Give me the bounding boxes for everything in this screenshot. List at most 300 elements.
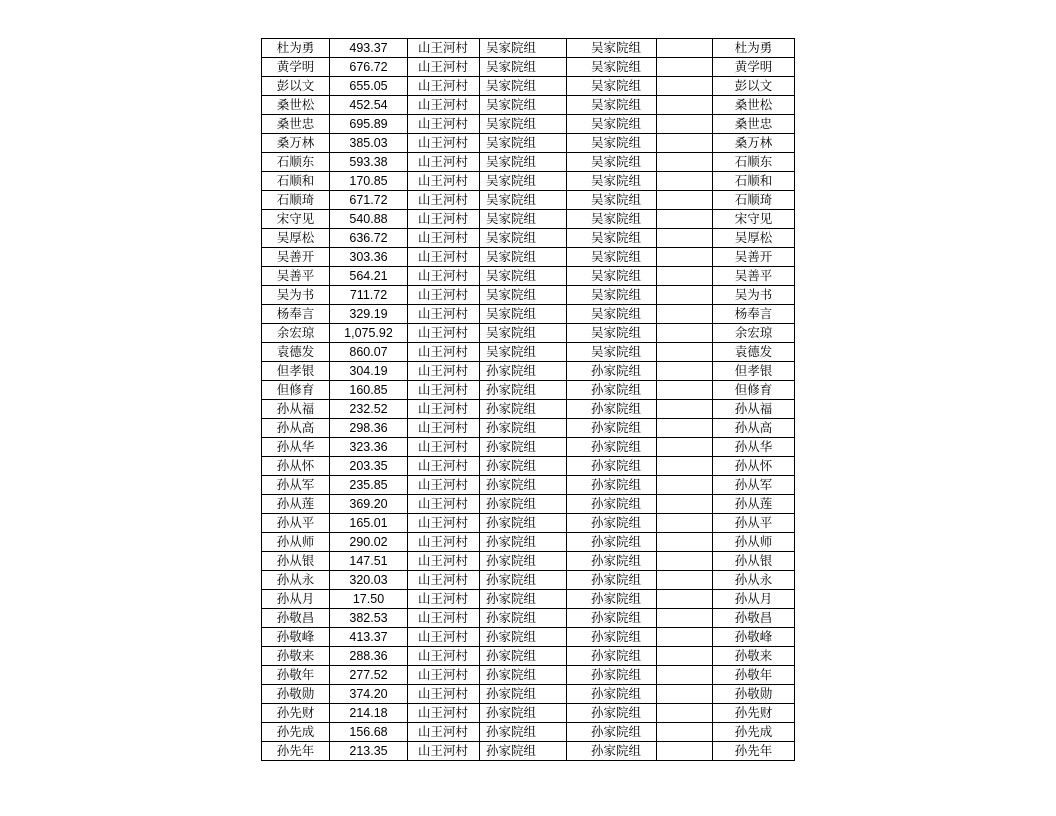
table-row bbox=[262, 381, 795, 400]
group-cell: 吴家院组 bbox=[480, 39, 567, 58]
owner-name-cell: 孙从月 bbox=[713, 590, 795, 609]
group-secondary-cell: 孙家院组 bbox=[567, 571, 657, 590]
village-cell: 山王河村 bbox=[408, 647, 480, 666]
group-secondary-cell: 孙家院组 bbox=[567, 666, 657, 685]
holder-name-cell: 石顺和 bbox=[262, 172, 330, 191]
table-row bbox=[262, 438, 795, 457]
group-cell: 孙家院组 bbox=[480, 457, 567, 476]
holder-name-cell: 孙从平 bbox=[262, 514, 330, 533]
village-cell: 山王河村 bbox=[408, 514, 480, 533]
village-cell: 山王河村 bbox=[408, 571, 480, 590]
holder-name-cell: 孙先年 bbox=[262, 742, 330, 761]
group-cell: 孙家院组 bbox=[480, 685, 567, 704]
table-row bbox=[262, 476, 795, 495]
holder-name-cell: 孙敬峰 bbox=[262, 628, 330, 647]
table-row bbox=[262, 514, 795, 533]
group-cell: 吴家院组 bbox=[480, 153, 567, 172]
group-secondary-cell: 吴家院组 bbox=[567, 210, 657, 229]
group-secondary-cell: 孙家院组 bbox=[567, 419, 657, 438]
note-cell bbox=[657, 324, 713, 343]
table-row bbox=[262, 96, 795, 115]
holder-name-cell: 吴厚松 bbox=[262, 229, 330, 248]
area-cell: 860.07 bbox=[330, 343, 408, 362]
holder-name-cell: 孙从月 bbox=[262, 590, 330, 609]
owner-name-cell: 孙先财 bbox=[713, 704, 795, 723]
village-cell: 山王河村 bbox=[408, 723, 480, 742]
group-cell: 孙家院组 bbox=[480, 438, 567, 457]
owner-name-cell: 吴厚松 bbox=[713, 229, 795, 248]
holder-name-cell: 孙从银 bbox=[262, 552, 330, 571]
area-cell: 213.35 bbox=[330, 742, 408, 761]
holder-name-cell: 孙敬年 bbox=[262, 666, 330, 685]
holder-name-cell: 吴为书 bbox=[262, 286, 330, 305]
village-cell: 山王河村 bbox=[408, 96, 480, 115]
holder-name-cell: 袁德发 bbox=[262, 343, 330, 362]
table-row bbox=[262, 609, 795, 628]
group-cell: 孙家院组 bbox=[480, 362, 567, 381]
owner-name-cell: 杜为勇 bbox=[713, 39, 795, 58]
note-cell bbox=[657, 476, 713, 495]
group-cell: 吴家院组 bbox=[480, 134, 567, 153]
area-cell: 147.51 bbox=[330, 552, 408, 571]
area-cell: 655.05 bbox=[330, 77, 408, 96]
note-cell bbox=[657, 533, 713, 552]
group-secondary-cell: 吴家院组 bbox=[567, 286, 657, 305]
note-cell bbox=[657, 153, 713, 172]
group-secondary-cell: 吴家院组 bbox=[567, 267, 657, 286]
holder-name-cell: 桑世忠 bbox=[262, 115, 330, 134]
holder-name-cell: 但修育 bbox=[262, 381, 330, 400]
group-secondary-cell: 孙家院组 bbox=[567, 381, 657, 400]
table-row bbox=[262, 571, 795, 590]
owner-name-cell: 桑万林 bbox=[713, 134, 795, 153]
note-cell bbox=[657, 457, 713, 476]
holder-name-cell: 彭以文 bbox=[262, 77, 330, 96]
area-cell: 564.21 bbox=[330, 267, 408, 286]
group-cell: 孙家院组 bbox=[480, 571, 567, 590]
holder-name-cell: 黄学明 bbox=[262, 58, 330, 77]
note-cell bbox=[657, 134, 713, 153]
village-cell: 山王河村 bbox=[408, 39, 480, 58]
area-cell: 235.85 bbox=[330, 476, 408, 495]
table-row bbox=[262, 419, 795, 438]
owner-name-cell: 孙从永 bbox=[713, 571, 795, 590]
holder-name-cell: 石顺琦 bbox=[262, 191, 330, 210]
group-secondary-cell: 孙家院组 bbox=[567, 685, 657, 704]
village-cell: 山王河村 bbox=[408, 267, 480, 286]
group-cell: 吴家院组 bbox=[480, 191, 567, 210]
owner-name-cell: 石顺东 bbox=[713, 153, 795, 172]
holder-name-cell: 孙先财 bbox=[262, 704, 330, 723]
group-secondary-cell: 孙家院组 bbox=[567, 609, 657, 628]
table-row bbox=[262, 172, 795, 191]
holder-name-cell: 吴善开 bbox=[262, 248, 330, 267]
group-secondary-cell: 孙家院组 bbox=[567, 495, 657, 514]
owner-name-cell: 孙从平 bbox=[713, 514, 795, 533]
village-cell: 山王河村 bbox=[408, 324, 480, 343]
area-cell: 320.03 bbox=[330, 571, 408, 590]
group-secondary-cell: 吴家院组 bbox=[567, 134, 657, 153]
note-cell bbox=[657, 77, 713, 96]
owner-name-cell: 孙敬峰 bbox=[713, 628, 795, 647]
table-row bbox=[262, 723, 795, 742]
group-cell: 吴家院组 bbox=[480, 267, 567, 286]
holder-name-cell: 宋守见 bbox=[262, 210, 330, 229]
owner-name-cell: 宋守见 bbox=[713, 210, 795, 229]
owner-name-cell: 杨奉言 bbox=[713, 305, 795, 324]
note-cell bbox=[657, 742, 713, 761]
area-cell: 369.20 bbox=[330, 495, 408, 514]
note-cell bbox=[657, 39, 713, 58]
owner-name-cell: 孙从银 bbox=[713, 552, 795, 571]
area-cell: 170.85 bbox=[330, 172, 408, 191]
table-row bbox=[262, 666, 795, 685]
village-cell: 山王河村 bbox=[408, 438, 480, 457]
note-cell bbox=[657, 609, 713, 628]
owner-name-cell: 孙从怀 bbox=[713, 457, 795, 476]
note-cell bbox=[657, 419, 713, 438]
village-cell: 山王河村 bbox=[408, 419, 480, 438]
group-secondary-cell: 孙家院组 bbox=[567, 552, 657, 571]
note-cell bbox=[657, 305, 713, 324]
note-cell bbox=[657, 495, 713, 514]
owner-name-cell: 孙敬昌 bbox=[713, 609, 795, 628]
group-secondary-cell: 吴家院组 bbox=[567, 153, 657, 172]
owner-name-cell: 孙从莲 bbox=[713, 495, 795, 514]
village-cell: 山王河村 bbox=[408, 343, 480, 362]
holder-name-cell: 孙从怀 bbox=[262, 457, 330, 476]
note-cell bbox=[657, 628, 713, 647]
area-cell: 593.38 bbox=[330, 153, 408, 172]
group-cell: 孙家院组 bbox=[480, 400, 567, 419]
holder-name-cell: 孙从华 bbox=[262, 438, 330, 457]
group-secondary-cell: 吴家院组 bbox=[567, 248, 657, 267]
holder-name-cell: 孙从福 bbox=[262, 400, 330, 419]
area-cell: 160.85 bbox=[330, 381, 408, 400]
area-cell: 17.50 bbox=[330, 590, 408, 609]
table-row bbox=[262, 457, 795, 476]
owner-name-cell: 石顺琦 bbox=[713, 191, 795, 210]
area-cell: 203.35 bbox=[330, 457, 408, 476]
area-cell: 1,075.92 bbox=[330, 324, 408, 343]
owner-name-cell: 孙先年 bbox=[713, 742, 795, 761]
group-cell: 孙家院组 bbox=[480, 495, 567, 514]
note-cell bbox=[657, 400, 713, 419]
table-row bbox=[262, 742, 795, 761]
owner-name-cell: 孙从福 bbox=[713, 400, 795, 419]
village-cell: 山王河村 bbox=[408, 248, 480, 267]
group-secondary-cell: 吴家院组 bbox=[567, 229, 657, 248]
group-secondary-cell: 吴家院组 bbox=[567, 172, 657, 191]
note-cell bbox=[657, 115, 713, 134]
area-cell: 540.88 bbox=[330, 210, 408, 229]
table-row bbox=[262, 685, 795, 704]
village-cell: 山王河村 bbox=[408, 628, 480, 647]
village-cell: 山王河村 bbox=[408, 704, 480, 723]
note-cell bbox=[657, 96, 713, 115]
area-cell: 304.19 bbox=[330, 362, 408, 381]
group-secondary-cell: 孙家院组 bbox=[567, 647, 657, 666]
village-cell: 山王河村 bbox=[408, 134, 480, 153]
note-cell bbox=[657, 704, 713, 723]
village-cell: 山王河村 bbox=[408, 457, 480, 476]
note-cell bbox=[657, 438, 713, 457]
group-cell: 孙家院组 bbox=[480, 476, 567, 495]
note-cell bbox=[657, 58, 713, 77]
owner-name-cell: 吴善平 bbox=[713, 267, 795, 286]
owner-name-cell: 孙先成 bbox=[713, 723, 795, 742]
group-secondary-cell: 孙家院组 bbox=[567, 438, 657, 457]
table-row bbox=[262, 134, 795, 153]
group-cell: 孙家院组 bbox=[480, 533, 567, 552]
village-cell: 山王河村 bbox=[408, 400, 480, 419]
village-cell: 山王河村 bbox=[408, 172, 480, 191]
table-row bbox=[262, 628, 795, 647]
area-cell: 374.20 bbox=[330, 685, 408, 704]
note-cell bbox=[657, 723, 713, 742]
table-row bbox=[262, 58, 795, 77]
group-secondary-cell: 吴家院组 bbox=[567, 191, 657, 210]
owner-name-cell: 余宏琼 bbox=[713, 324, 795, 343]
area-cell: 671.72 bbox=[330, 191, 408, 210]
area-cell: 298.36 bbox=[330, 419, 408, 438]
table-row bbox=[262, 191, 795, 210]
group-secondary-cell: 孙家院组 bbox=[567, 362, 657, 381]
group-secondary-cell: 吴家院组 bbox=[567, 58, 657, 77]
group-cell: 吴家院组 bbox=[480, 248, 567, 267]
group-cell: 孙家院组 bbox=[480, 590, 567, 609]
village-cell: 山王河村 bbox=[408, 229, 480, 248]
group-secondary-cell: 吴家院组 bbox=[567, 324, 657, 343]
holder-name-cell: 孙从莲 bbox=[262, 495, 330, 514]
area-cell: 165.01 bbox=[330, 514, 408, 533]
note-cell bbox=[657, 685, 713, 704]
table-row bbox=[262, 324, 795, 343]
area-cell: 452.54 bbox=[330, 96, 408, 115]
table-row bbox=[262, 362, 795, 381]
area-cell: 329.19 bbox=[330, 305, 408, 324]
village-cell: 山王河村 bbox=[408, 362, 480, 381]
group-cell: 吴家院组 bbox=[480, 286, 567, 305]
note-cell bbox=[657, 362, 713, 381]
group-cell: 孙家院组 bbox=[480, 609, 567, 628]
group-secondary-cell: 吴家院组 bbox=[567, 305, 657, 324]
group-cell: 吴家院组 bbox=[480, 229, 567, 248]
table-row bbox=[262, 343, 795, 362]
owner-name-cell: 彭以文 bbox=[713, 77, 795, 96]
holder-name-cell: 孙从军 bbox=[262, 476, 330, 495]
table-row bbox=[262, 647, 795, 666]
ledger-table bbox=[261, 38, 795, 761]
owner-name-cell: 但修育 bbox=[713, 381, 795, 400]
group-secondary-cell: 孙家院组 bbox=[567, 723, 657, 742]
village-cell: 山王河村 bbox=[408, 381, 480, 400]
group-secondary-cell: 吴家院组 bbox=[567, 39, 657, 58]
owner-name-cell: 黄学明 bbox=[713, 58, 795, 77]
table-row bbox=[262, 533, 795, 552]
table-row bbox=[262, 704, 795, 723]
holder-name-cell: 桑世松 bbox=[262, 96, 330, 115]
holder-name-cell: 桑万林 bbox=[262, 134, 330, 153]
group-secondary-cell: 孙家院组 bbox=[567, 400, 657, 419]
owner-name-cell: 但孝银 bbox=[713, 362, 795, 381]
holder-name-cell: 石顺东 bbox=[262, 153, 330, 172]
table-row bbox=[262, 305, 795, 324]
group-secondary-cell: 孙家院组 bbox=[567, 457, 657, 476]
owner-name-cell: 孙从军 bbox=[713, 476, 795, 495]
village-cell: 山王河村 bbox=[408, 533, 480, 552]
group-cell: 吴家院组 bbox=[480, 172, 567, 191]
holder-name-cell: 余宏琼 bbox=[262, 324, 330, 343]
owner-name-cell: 吴为书 bbox=[713, 286, 795, 305]
note-cell bbox=[657, 286, 713, 305]
village-cell: 山王河村 bbox=[408, 191, 480, 210]
note-cell bbox=[657, 229, 713, 248]
village-cell: 山王河村 bbox=[408, 305, 480, 324]
holder-name-cell: 孙从高 bbox=[262, 419, 330, 438]
note-cell bbox=[657, 343, 713, 362]
group-secondary-cell: 孙家院组 bbox=[567, 533, 657, 552]
table-row bbox=[262, 400, 795, 419]
group-cell: 吴家院组 bbox=[480, 96, 567, 115]
note-cell bbox=[657, 248, 713, 267]
area-cell: 323.36 bbox=[330, 438, 408, 457]
holder-name-cell: 吴善平 bbox=[262, 267, 330, 286]
holder-name-cell: 孙敬昌 bbox=[262, 609, 330, 628]
owner-name-cell: 石顺和 bbox=[713, 172, 795, 191]
area-cell: 493.37 bbox=[330, 39, 408, 58]
village-cell: 山王河村 bbox=[408, 666, 480, 685]
table-row bbox=[262, 39, 795, 58]
area-cell: 290.02 bbox=[330, 533, 408, 552]
note-cell bbox=[657, 381, 713, 400]
village-cell: 山王河村 bbox=[408, 58, 480, 77]
owner-name-cell: 桑世松 bbox=[713, 96, 795, 115]
village-cell: 山王河村 bbox=[408, 742, 480, 761]
area-cell: 277.52 bbox=[330, 666, 408, 685]
group-cell: 吴家院组 bbox=[480, 210, 567, 229]
group-secondary-cell: 孙家院组 bbox=[567, 704, 657, 723]
area-cell: 288.36 bbox=[330, 647, 408, 666]
group-cell: 孙家院组 bbox=[480, 647, 567, 666]
note-cell bbox=[657, 514, 713, 533]
group-cell: 孙家院组 bbox=[480, 628, 567, 647]
group-secondary-cell: 孙家院组 bbox=[567, 742, 657, 761]
ledger-body bbox=[262, 39, 795, 761]
owner-name-cell: 孙敬年 bbox=[713, 666, 795, 685]
village-cell: 山王河村 bbox=[408, 286, 480, 305]
village-cell: 山王河村 bbox=[408, 476, 480, 495]
area-cell: 303.36 bbox=[330, 248, 408, 267]
area-cell: 382.53 bbox=[330, 609, 408, 628]
note-cell bbox=[657, 666, 713, 685]
table-row bbox=[262, 590, 795, 609]
note-cell bbox=[657, 267, 713, 286]
table-row bbox=[262, 286, 795, 305]
group-cell: 孙家院组 bbox=[480, 723, 567, 742]
note-cell bbox=[657, 172, 713, 191]
group-secondary-cell: 孙家院组 bbox=[567, 590, 657, 609]
group-secondary-cell: 吴家院组 bbox=[567, 115, 657, 134]
group-secondary-cell: 孙家院组 bbox=[567, 628, 657, 647]
area-cell: 232.52 bbox=[330, 400, 408, 419]
table-row bbox=[262, 153, 795, 172]
table-row bbox=[262, 495, 795, 514]
village-cell: 山王河村 bbox=[408, 685, 480, 704]
village-cell: 山王河村 bbox=[408, 552, 480, 571]
group-cell: 孙家院组 bbox=[480, 666, 567, 685]
area-cell: 156.68 bbox=[330, 723, 408, 742]
group-secondary-cell: 吴家院组 bbox=[567, 77, 657, 96]
note-cell bbox=[657, 552, 713, 571]
note-cell bbox=[657, 571, 713, 590]
holder-name-cell: 孙先成 bbox=[262, 723, 330, 742]
village-cell: 山王河村 bbox=[408, 590, 480, 609]
group-secondary-cell: 吴家院组 bbox=[567, 343, 657, 362]
owner-name-cell: 孙敬勋 bbox=[713, 685, 795, 704]
owner-name-cell: 孙敬来 bbox=[713, 647, 795, 666]
table-row bbox=[262, 210, 795, 229]
owner-name-cell: 孙从高 bbox=[713, 419, 795, 438]
holder-name-cell: 杜为勇 bbox=[262, 39, 330, 58]
area-cell: 711.72 bbox=[330, 286, 408, 305]
area-cell: 676.72 bbox=[330, 58, 408, 77]
group-secondary-cell: 孙家院组 bbox=[567, 476, 657, 495]
group-cell: 吴家院组 bbox=[480, 77, 567, 96]
village-cell: 山王河村 bbox=[408, 495, 480, 514]
group-cell: 孙家院组 bbox=[480, 381, 567, 400]
table-row bbox=[262, 248, 795, 267]
group-cell: 孙家院组 bbox=[480, 552, 567, 571]
group-secondary-cell: 吴家院组 bbox=[567, 96, 657, 115]
group-cell: 吴家院组 bbox=[480, 343, 567, 362]
area-cell: 385.03 bbox=[330, 134, 408, 153]
area-cell: 695.89 bbox=[330, 115, 408, 134]
group-cell: 孙家院组 bbox=[480, 419, 567, 438]
owner-name-cell: 孙从师 bbox=[713, 533, 795, 552]
owner-name-cell: 桑世忠 bbox=[713, 115, 795, 134]
owner-name-cell: 吴善开 bbox=[713, 248, 795, 267]
group-cell: 吴家院组 bbox=[480, 58, 567, 77]
holder-name-cell: 孙敬勋 bbox=[262, 685, 330, 704]
village-cell: 山王河村 bbox=[408, 210, 480, 229]
table-row bbox=[262, 267, 795, 286]
holder-name-cell: 孙从师 bbox=[262, 533, 330, 552]
holder-name-cell: 孙从永 bbox=[262, 571, 330, 590]
owner-name-cell: 孙从华 bbox=[713, 438, 795, 457]
group-cell: 孙家院组 bbox=[480, 704, 567, 723]
table-row bbox=[262, 229, 795, 248]
village-cell: 山王河村 bbox=[408, 609, 480, 628]
table-row bbox=[262, 552, 795, 571]
village-cell: 山王河村 bbox=[408, 153, 480, 172]
village-cell: 山王河村 bbox=[408, 77, 480, 96]
group-cell: 吴家院组 bbox=[480, 115, 567, 134]
note-cell bbox=[657, 647, 713, 666]
holder-name-cell: 但孝银 bbox=[262, 362, 330, 381]
table-row bbox=[262, 115, 795, 134]
holder-name-cell: 孙敬来 bbox=[262, 647, 330, 666]
village-cell: 山王河村 bbox=[408, 115, 480, 134]
table-row bbox=[262, 77, 795, 96]
area-cell: 413.37 bbox=[330, 628, 408, 647]
group-cell: 吴家院组 bbox=[480, 324, 567, 343]
group-secondary-cell: 孙家院组 bbox=[567, 514, 657, 533]
owner-name-cell: 袁德发 bbox=[713, 343, 795, 362]
note-cell bbox=[657, 210, 713, 229]
group-cell: 孙家院组 bbox=[480, 742, 567, 761]
group-cell: 孙家院组 bbox=[480, 514, 567, 533]
